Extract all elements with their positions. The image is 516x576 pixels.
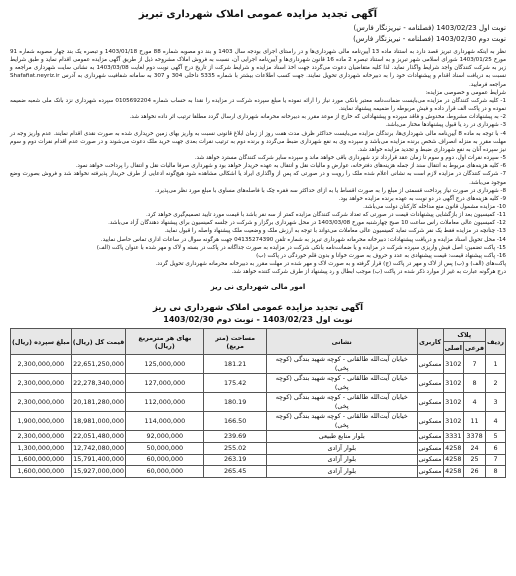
body-paragraph: نظر به اینکه شهرداری تبریز قصد دارد به استناد ماده 13 آیین‌نامه مالی شهرداری‌ها و در راستای اجرای بودجه سال 1403 و بند دو مصوبه شماره 88 مورخ 1403/01/18 و تبصره یک بند چهار مصوبه شماره 91 مورخ 1403/01/25 شورای اسلامی شهر تبریز و به استناد تبصره 2 ماده 16 قانون شهرداری‌ها و آیین‌نامه اجرایی آن، نسبت به فروش املاک مشروحه ذیل از طریق آگهی مزایده عمومی اقدام نماید و طبق شرایط زیر به شرکت کنندگان واجد شرایط واگذار نماید. لذا کلیه متقاضیان دعوت می‌گردد جهت اخذ اسناد مزایده و شرایط شرکت از تاریخ درج آگهی نوبت دوم لغایت 1403/03/08 به نشانی سایت شهرداری مراجعه و نسبت به دریافت اسناد اقدام و پیشنهادات خود را به دبیرخانه شهرداری تحویل نمایند. جهت کسب اطلاعات بیشتر با شماره 5335 داخلی 304 و 307 به سامانه شفافیت شهرداری به آدرس Shafafiat.neyriz.ir مراجعه فرمایید.: [10, 49, 507, 88]
cell-row: 8: [486, 466, 506, 478]
table-row: [11, 393, 506, 412]
cell-address: بلوار منابع طبیعی: [266, 431, 417, 443]
cell-row: 2: [486, 374, 506, 393]
second-notice-first: نوبت اول 1403/02/23: [262, 315, 353, 325]
second-notice-second: نوبت دوم 1403/02/30: [163, 315, 254, 325]
body-paragraph: 13- چنانچه در مزایده فقط یک نفر شرکت نماید کمیسیون عالی معاملات می‌تواند با توجه به ارزش ملک و وضعیت ملک پیشنهاد واصله را قبول نماید.: [164, 228, 506, 235]
body-paragraph: شرایط عمومی و خصوصی مزایده:: [425, 89, 506, 96]
notice-title: آگهی تجدید مزایده عمومی املاک شهرداری تبریز: [138, 9, 378, 20]
cell-unit-price: 50,000,000: [126, 442, 204, 454]
notice-header: [6, 8, 510, 21]
cell-base-price: 18,981,000,000: [71, 412, 126, 431]
body-paragraph: 10- مزایده مشمول قانون منع مداخله کارکنان دولت می‌باشد.: [363, 203, 506, 210]
body-paragraph: 16- پاکت پیشنهاد قیمت: قیمت پیشنهادی به عدد و حروف به صورت خوانا و بدون قلم خوردگی در پاکت (ب): [256, 252, 506, 259]
cell-base-price: 22,278,340,000: [71, 374, 126, 393]
cell-base-price: 22,051,480,000: [71, 431, 126, 443]
cell-plak-sub: 24: [464, 442, 486, 454]
body-paragraph: 15- پاکت تضمین: اصل فیش واریزی سپرده شرکت در مزایده و یا ضمانت‌نامه بانکی شرکت در مزایده به صورت جداگانه در پاکت در بسته و لاک و مهر شده با عنوان پاکت (الف): [96, 244, 506, 251]
cell-base-price: 15,791,400,000: [71, 454, 126, 466]
cell-area: 175.42: [204, 374, 267, 393]
cell-usage: مسکونی: [417, 454, 443, 466]
cell-area: 255.02: [204, 442, 267, 454]
cell-unit-price: 112,000,000: [126, 393, 204, 412]
body-paragraph: 1- کلیه شرکت کنندگان در مزایده می‌بایست ضمانت‌نامه معتبر بانکی مورد نیاز را ارائه نموده یا مبلغ سپرده شرکت در مزایده را نقدا به حساب شماره 0105692204 سپرده شهرداری نزد بانک ملی شعبه ضمیمه نموده و در پاکت الف قرار داده و فیش مربوطه را ضمیمه پیشنهاد نمایند.: [10, 97, 506, 113]
cell-deposit: 2,300,000,000: [11, 431, 72, 443]
cell-plak-main: 3102: [443, 412, 463, 431]
cell-deposit: 2,300,000,000: [11, 374, 72, 393]
cell-row: 7: [486, 454, 506, 466]
body-paragraph: 14- محل تحویل اسناد مزایده و دریافت پیشنهادات: دبیرخانه محرمانه شهرداری تبریز به شماره تلفن 04135274390 جهت هرگونه سوال در ساعات اداری تماس حاصل نمایید.: [100, 236, 506, 243]
cell-area: 181.21: [204, 355, 267, 374]
cell-deposit: 1,900,000,000: [11, 412, 72, 431]
cell-unit-price: 114,000,000: [126, 412, 204, 431]
cell-plak-main: 3102: [443, 355, 463, 374]
cell-row: 5: [486, 431, 506, 443]
cell-deposit: 1,300,000,000: [11, 442, 72, 454]
col-address: نشانی: [266, 329, 417, 355]
cell-plak-sub: 11: [464, 412, 486, 431]
cell-row: 1: [486, 355, 506, 374]
signature: امور مالی شهرداری نی ریز: [210, 283, 306, 292]
cell-usage: مسکونی: [417, 355, 443, 374]
cell-deposit: 2,300,000,000: [11, 393, 72, 412]
properties-table: [10, 328, 506, 477]
cell-address: خیابان آیت‌الله طالقانی - کوچه شهید بندگی (کوچه پخی): [266, 374, 417, 393]
cell-plak-sub: 3378: [464, 431, 486, 443]
cell-plak-sub: 25: [464, 454, 486, 466]
col-area: مساحت (متر مربع): [204, 329, 267, 355]
cell-area: 166.50: [204, 412, 267, 431]
cell-plak-main: 3331: [443, 431, 463, 443]
cell-unit-price: 127,000,000: [126, 374, 204, 393]
cell-area: 263.19: [204, 454, 267, 466]
cell-plak-main: 4258: [443, 466, 463, 478]
body-paragraph: پاکت‌های (الف) و (ب) پس از لاک و مهر در پاکت (ج) قرار گرفته و به صورت لاک و مهر شده در مهلت مقرر به دبیرخانه محرمانه شهرداری تحویل گردد.: [155, 261, 506, 268]
table-row: [11, 454, 506, 466]
publish-date-second: نوبت دوم 1403/02/30 (فصلنامه - نیریزنگار فارس): [353, 35, 506, 43]
body-paragraph: 3- شهرداری در رد یا قبول پیشنهادها مختار می‌باشد.: [385, 122, 506, 129]
cell-base-price: 15,927,000,000: [71, 466, 126, 478]
second-notice-header: [6, 303, 510, 325]
cell-deposit: 1,600,000,000: [11, 454, 72, 466]
cell-usage: مسکونی: [417, 466, 443, 478]
cell-row: 6: [486, 442, 506, 454]
cell-plak-sub: 8: [464, 374, 486, 393]
cell-area: 239.69: [204, 431, 267, 443]
cell-area: 180.19: [204, 393, 267, 412]
table-row: [11, 374, 506, 393]
publish-dates: [6, 23, 510, 45]
cell-unit-price: 125,000,000: [126, 355, 204, 374]
cell-address: خیابان آیت‌الله طالقانی - کوچه شهید بندگی (کوچه پخی): [266, 393, 417, 412]
table-body: [11, 355, 506, 477]
col-usage: کاربری: [417, 329, 443, 355]
cell-plak-sub: 4: [464, 393, 486, 412]
body-paragraph: 6- کلیه هزینه‌های مربوط به انتقال سند از جمله هزینه‌های دفترخانه، عوارض و مالیات نقل و انتقال به عهده خریدار خواهد بود و شهرداری صرفا مالیات نقل و انتقال را پرداخت خواهد نمود.: [75, 163, 506, 170]
body-paragraph: 11- کمیسیون بعد از بازگشایی پیشنهادات قیمت در صورتی که تعداد شرکت کنندگان مزایده کمتر از سه نفر باشد با قیمت مورد تایید تصمیم‌گیری خواهد کرد.: [145, 212, 506, 219]
cell-row: 3: [486, 393, 506, 412]
col-deposit: مبلغ سپرده (ریال): [11, 329, 72, 355]
cell-plak-main: 3102: [443, 374, 463, 393]
body-paragraph: 8- شهرداری در صورت نیاز پرداخت قسمتی از مبلغ را به صورت اقساط یا به ازای حداکثر سه فقره چک با فاصله‌های مساوی با مبلغ مورد نظر می‌پذیرد.: [155, 187, 506, 194]
auction-notice-page: [6, 6, 510, 570]
cell-area: 265.45: [204, 466, 267, 478]
cell-unit-price: 60,000,000: [126, 454, 204, 466]
cell-usage: مسکونی: [417, 393, 443, 412]
table-row: [11, 431, 506, 443]
cell-plak-sub: 26: [464, 466, 486, 478]
cell-usage: مسکونی: [417, 374, 443, 393]
cell-usage: مسکونی: [417, 412, 443, 431]
body-paragraph: 12- کمیسیون عالی معاملات راس ساعت 10 صبح چهارشنبه مورخ 1403/03/08 در محل شهرداری برگزار و شرکت در جلسه کمیسیون برای پیشنهاد دهندگان آزاد می‌باشد.: [108, 220, 506, 227]
cell-address: بلوار آزادی: [266, 466, 417, 478]
cell-usage: مسکونی: [417, 442, 443, 454]
body-paragraph: 7- شرکت کنندگان در مزایده لازم است به نشانی اعلام شده ملک را رویت و در صورتی که پس از واگذاری ایراد یا اشکالی مشاهده شود هیچ‌گونه ادعایی از طرف خریدار پذیرفته نخواهد شد و فروش بصورت وضع موجود می‌باشد.: [10, 171, 506, 186]
table-row: [11, 442, 506, 454]
body-paragraph: 2- به پیشنهادات مشروط، مخدوش و فاقد سپرده و پیشنهاداتی که خارج از موعد مقرر به دبیرخانه محرمانه شهرداری ارسال گردد مطلقا ترتیب اثر داده نخواهد شد.: [129, 114, 506, 121]
cell-plak-main: 4258: [443, 442, 463, 454]
cell-deposit: 2,300,000,000: [11, 355, 72, 374]
cell-deposit: 1,600,000,000: [11, 466, 72, 478]
body-paragraph: 4- با توجه به ماده 8 آیین‌نامه مالی شهرداری‌ها، برندگان مزایده می‌بایست حداکثر ظرف مدت هفت روز از زمان ابلاغ قانونی نسبت به واریز بهای زمین خریداری شده به صورت نقدی اقدام نمایند. عدم واریز وجه در مهلت مقرر به منزله انصراف شخص برنده مزایده می‌باشد و سپرده وی به نفع شهرداری ضبط می‌گردد و برنده دوم به ترتیب نفرات بعدی جهت خرید ملک دعوت می‌شوند و در صورت عدم اقدام نفرات دوم و سوم نیز سپرده آنان به نفع شهرداری ضبط و تجدید مزایده خواهد شد.: [10, 130, 506, 153]
second-notice-title: آگهی تجدید مزایده عمومی املاک شهرداری نی ریز: [152, 303, 364, 314]
cell-unit-price: 92,000,000: [126, 431, 204, 443]
cell-row: 4: [486, 412, 506, 431]
cell-address: خیابان آیت‌الله طالقانی - کوچه شهید بندگی (کوچه پخی): [266, 355, 417, 374]
body-paragraph: 9- کلیه هزینه‌های درج آگهی در دو نوبت به عهده برنده مزایده خواهد بود.: [338, 195, 506, 202]
second-notice-dates: نوبت اول 1403/02/23 - نوبت دوم 1403/02/30: [163, 315, 353, 325]
cell-address: خیابان آیت‌الله طالقانی - کوچه شهید بندگی (کوچه پخی): [266, 412, 417, 431]
cell-plak-sub: 7: [464, 355, 486, 374]
cell-plak-main: 3102: [443, 393, 463, 412]
cell-address: بلوار آزادی: [266, 454, 417, 466]
col-plak-sub: فرعی: [464, 342, 486, 355]
col-row: ردیف: [486, 329, 506, 355]
body-paragraph: درج هرگونه عبارت به غیر از موارد ذکر شده در پاکت (ب) موجب ابطال و رد پیشنهاد از طرف شرکت کننده خواهد شد.: [231, 269, 506, 276]
cell-base-price: 22,651,250,000: [71, 355, 126, 374]
col-unit-price: بهای هر مترمربع (ریال): [126, 329, 204, 355]
col-plak-main: اصلی: [443, 342, 463, 355]
notice-body: [10, 48, 506, 276]
body-paragraph: 5- سپرده نفرات اول، دوم و سوم تا زمان عقد قرارداد نزد شهرداری باقی خواهد ماند و سپرده سایر شرکت کنندگان مسترد خواهد شد.: [194, 155, 506, 162]
cell-usage: مسکونی: [417, 431, 443, 443]
table-row: [11, 412, 506, 431]
col-plak: پلاک: [443, 329, 485, 342]
cell-address: بلوار آزادی: [266, 442, 417, 454]
col-base-price: قیمت کل (ریال): [71, 329, 126, 355]
table-row: [11, 355, 506, 374]
cell-base-price: 12,742,080,000: [71, 442, 126, 454]
cell-unit-price: 60,000,000: [126, 466, 204, 478]
publish-date-first: نوبت اول 1403/02/23 (فصلنامه - نیریزنگار فارس): [353, 24, 506, 32]
cell-plak-main: 4258: [443, 454, 463, 466]
table-row: [11, 466, 506, 478]
cell-base-price: 20,181,280,000: [71, 393, 126, 412]
